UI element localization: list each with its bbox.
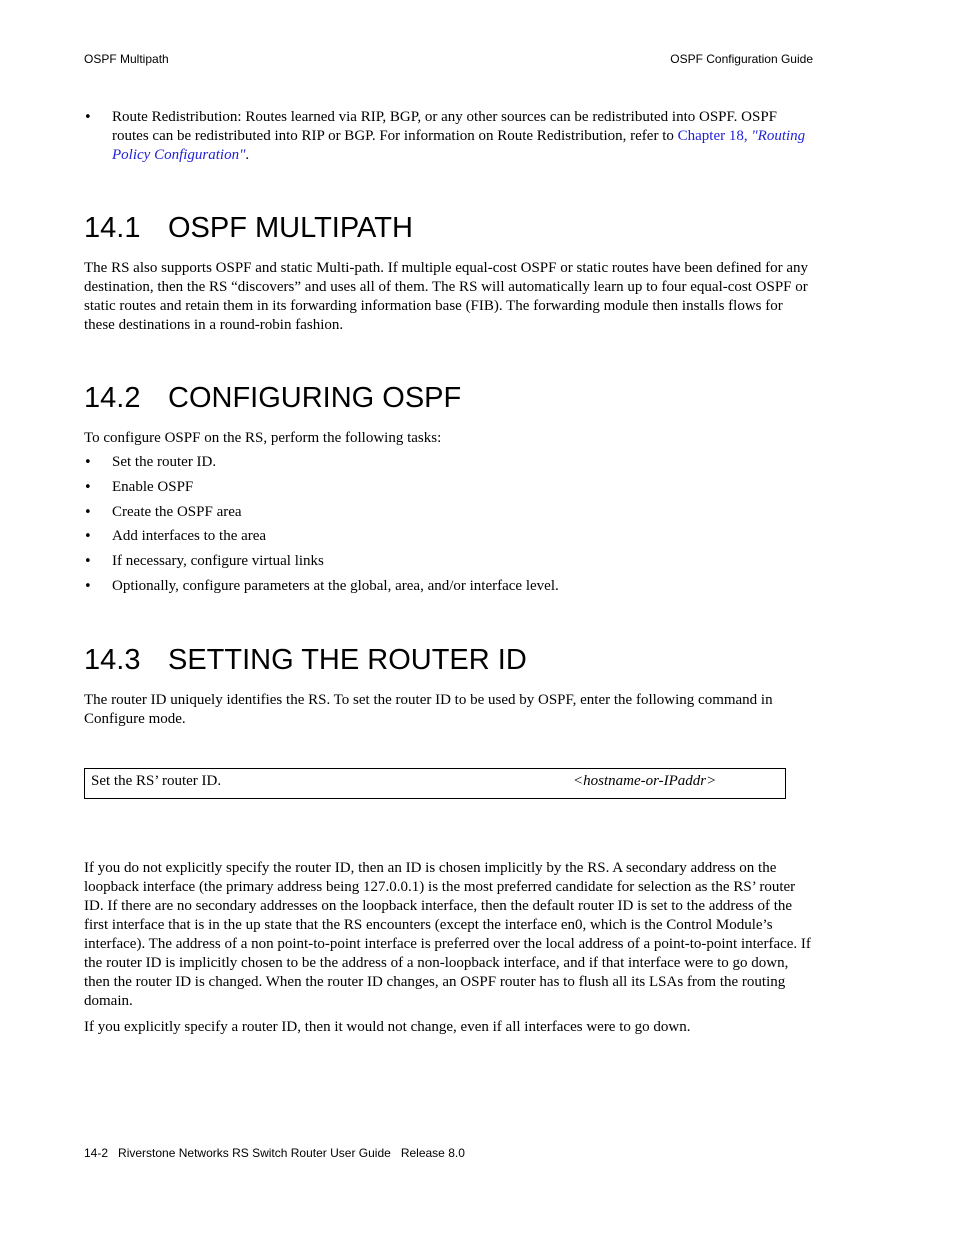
task-list-item: • Add interfaces to the area xyxy=(84,528,267,544)
task-list-item: • If necessary, configure virtual links xyxy=(84,553,324,569)
bullet-icon: • xyxy=(84,480,92,495)
bullet-icon: • xyxy=(84,110,92,125)
task-list-item: • Set the router ID. xyxy=(84,454,217,470)
command-description: Set the RS’ router ID. xyxy=(91,773,222,789)
bullet-icon: • xyxy=(84,529,92,544)
bullet-icon: • xyxy=(84,505,92,520)
router-id-explicit-note: If you explicitly specify a router ID, then it would not change, even if all interfaces were to go down. xyxy=(84,1019,691,1035)
intro-bullet-text: Route Redistribution: Routes learned via RIP, BGP, or any other sources can be redistributed into OSPF. OSPF routes can be redistributed into RIP or BGP. For information on Route Redistribution, refer to Chapter 18, "Routing Policy Configuration". xyxy=(112,109,806,163)
bullet-icon: • xyxy=(84,554,92,569)
footer-release: Release 8.0 xyxy=(400,1146,465,1160)
footer-page-number: 14-2 xyxy=(84,1146,109,1160)
section-heading-14-1: 14.1 OSPF MULTIPATH xyxy=(84,212,413,244)
page-footer xyxy=(84,1146,465,1160)
command-table xyxy=(84,768,786,799)
section-14-2-intro: To configure OSPF on the RS, perform the following tasks: xyxy=(84,430,442,446)
chapter-18-link[interactable]: Chapter 18, "Routing Policy Configuration" xyxy=(112,128,806,163)
section-heading-14-2: 14.2 CONFIGURING OSPF xyxy=(84,382,462,414)
task-list-item: • Enable OSPF xyxy=(84,479,194,495)
intro-bullet xyxy=(84,108,814,165)
section-14-3-body: The router ID uniquely identifies the RS. To set the router ID to be used by OSPF, enter the following command in Configure mode. xyxy=(84,692,773,727)
bullet-icon: • xyxy=(84,455,92,470)
task-list-item: • Optionally, configure parameters at the global, area, and/or interface level. xyxy=(84,578,559,594)
footer-title: Riverstone Networks RS Switch Router User Guide xyxy=(118,1146,391,1160)
section-14-1-body: The RS also supports OSPF and static Multi-path. If multiple equal-cost OSPF or static routes have been defined for any destination, then the RS “discovers” and uses all of them. The RS will automatically learn up to four equal-cost OSPF or static routes and retain them in its forwarding information base (FIB). The forwarding module then installs flows for these destinations in a round-robin fashion. xyxy=(84,260,809,333)
bullet-icon: • xyxy=(84,579,92,594)
task-list-item: • Create the OSPF area xyxy=(84,504,242,520)
running-header-left: OSPF Multipath xyxy=(84,52,169,66)
running-header-right: OSPF Configuration Guide xyxy=(670,52,813,66)
command-syntax: <hostname-or-IPaddr> xyxy=(573,773,717,789)
router-id-explanation: If you do not explicitly specify the router ID, then an ID is chosen implicitly by the RS. A secondary address on the loopback interface (the primary address being 127.0.0.1) is the most preferred candidate for selection as the RS’ router ID. If there are no secondary addresses on the loopback interface, then the default router ID is set to the address of the first interface that is in the up state that the RS encounters (except the interface en0, which is the Control Module’s interface). The address of a non point-to-point interface is preferred over the local address of a point-to-point interface. If the router ID is implicitly chosen to be the address of a non-loopback interface, and if that interface were to go down, then the router ID is changed. When the router ID changes, an OSPF router has to flush all its LSAs from the routing domain. xyxy=(84,860,811,1009)
section-heading-14-3: 14.3 SETTING THE ROUTER ID xyxy=(84,644,527,676)
